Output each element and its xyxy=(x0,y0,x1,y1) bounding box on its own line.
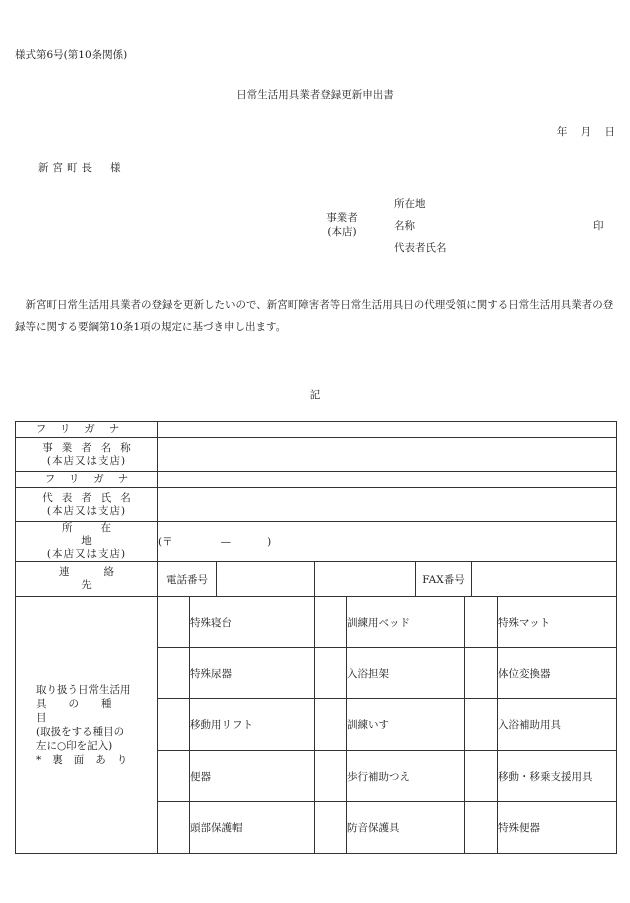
postal-prefix: (〒 xyxy=(158,536,173,548)
item-check-cell[interactable] xyxy=(465,648,498,699)
item-check-cell[interactable] xyxy=(315,699,347,751)
fax-input[interactable] xyxy=(472,562,616,596)
contact-label xyxy=(16,562,158,597)
item-label: 訓練いす xyxy=(347,699,465,751)
furigana-label xyxy=(16,472,158,488)
table-row xyxy=(16,488,617,522)
table-row xyxy=(16,562,617,597)
business-name-label xyxy=(16,438,158,472)
item-check-cell[interactable] xyxy=(315,648,347,699)
item-check-cell[interactable] xyxy=(465,751,498,802)
item-check-cell[interactable] xyxy=(315,751,347,802)
fax-label: FAX番号 xyxy=(416,562,472,596)
item-label: 訓練用ベッド xyxy=(347,597,465,648)
handling-line1: 取り扱う日常生活用 xyxy=(36,684,131,696)
representative-text: 代表者氏名 xyxy=(42,491,140,504)
item-check-cell[interactable] xyxy=(158,648,190,699)
table-row xyxy=(16,597,617,648)
applicant-label-line2: (本店) xyxy=(327,226,357,238)
representative-label xyxy=(16,488,158,522)
location-input[interactable] xyxy=(158,522,617,562)
applicant-address-label: 所在地 xyxy=(394,198,426,210)
postal-suffix: ) xyxy=(267,536,272,548)
item-label: 便器 xyxy=(190,751,315,802)
business-name-input[interactable] xyxy=(158,438,617,472)
furigana-text: フリガナ xyxy=(35,423,134,435)
phone-wrapper xyxy=(158,562,314,596)
body-paragraph: 新宮町日常生活用具業者の登録を更新したいので、新宮町障害者等日常生活用具日の代理受領に関する日常生活用具業者の登録等に関する要綱第10条1項の規定に基づき申し出ます。 xyxy=(15,299,614,333)
applicant-name-label: 名称 xyxy=(394,220,415,232)
table-row xyxy=(16,438,617,472)
item-check-cell[interactable] xyxy=(158,802,190,854)
ki-heading: 記 xyxy=(309,389,321,401)
seal-mark: 印 xyxy=(593,220,604,232)
applicant-label xyxy=(325,211,359,239)
table-row xyxy=(16,472,617,488)
item-check-cell[interactable] xyxy=(315,597,347,648)
phone-input[interactable] xyxy=(217,562,314,596)
item-label: 歩行補助つえ xyxy=(347,751,465,802)
applicant-representative-label: 代表者氏名 xyxy=(394,242,447,254)
item-check-cell[interactable] xyxy=(465,597,498,648)
item-label: 頭部保護帽 xyxy=(190,802,315,854)
handling-line3: (取扱をする種目の xyxy=(36,726,125,738)
item-label: 特殊尿器 xyxy=(190,648,315,699)
document-title: 日常生活用具業者登録更新申出書 xyxy=(236,89,394,101)
handling-line5: *裏面あり xyxy=(36,754,139,766)
handling-line4: 左に○印を記入) xyxy=(36,740,113,752)
item-label: 体位変換器 xyxy=(498,648,617,699)
item-label: 入浴担架 xyxy=(347,648,465,699)
handling-label xyxy=(16,597,158,854)
item-label: 防音保護具 xyxy=(347,802,465,854)
item-check-cell[interactable] xyxy=(465,802,498,854)
item-check-cell[interactable] xyxy=(158,597,190,648)
location-sub: (本店又は支店) xyxy=(46,548,127,560)
business-name-text: 事業者名称 xyxy=(42,441,140,454)
item-check-cell[interactable] xyxy=(158,699,190,751)
contact-text: 連絡先 xyxy=(59,566,148,591)
fax-wrapper xyxy=(315,562,616,596)
fax-cell xyxy=(315,562,617,597)
phone-cell xyxy=(158,562,315,597)
fax-spacer[interactable] xyxy=(315,562,416,596)
table-row xyxy=(16,422,617,438)
honorific: 様 xyxy=(110,162,125,174)
representative-sub: (本店又は支店) xyxy=(46,504,127,517)
item-check-cell[interactable] xyxy=(315,802,347,854)
representative-input[interactable] xyxy=(158,488,617,522)
handling-line2: 具の種目 xyxy=(36,698,134,724)
item-label: 移動・移乗支援用具 xyxy=(498,751,617,802)
furigana-text: フリガナ xyxy=(44,473,143,485)
item-check-cell[interactable] xyxy=(465,699,498,751)
table-row xyxy=(16,522,617,562)
furigana-business-input[interactable] xyxy=(158,422,617,438)
item-label: 特殊寝台 xyxy=(190,597,315,648)
phone-label: 電話番号 xyxy=(158,562,217,596)
item-label: 特殊便器 xyxy=(498,802,617,854)
addressee xyxy=(38,161,125,175)
item-check-cell[interactable] xyxy=(158,751,190,802)
location-text: 所在地 xyxy=(62,522,139,547)
business-name-sub: (本店又は支店) xyxy=(46,454,127,467)
item-label: 入浴補助用具 xyxy=(498,699,617,751)
location-label xyxy=(16,522,158,562)
date-line: 年 月 日 xyxy=(556,126,615,138)
furigana-label xyxy=(16,422,158,438)
form-number: 様式第6号(第10条関係) xyxy=(15,49,128,61)
postal-dash: — xyxy=(220,536,232,548)
furigana-representative-input[interactable] xyxy=(158,472,617,488)
item-label: 特殊マット xyxy=(498,597,617,648)
applicant-label-line1: 事業者 xyxy=(326,212,358,224)
item-label: 移動用リフト xyxy=(190,699,315,751)
addressee-name: 新宮町長 xyxy=(38,162,96,174)
registration-table xyxy=(15,421,617,854)
